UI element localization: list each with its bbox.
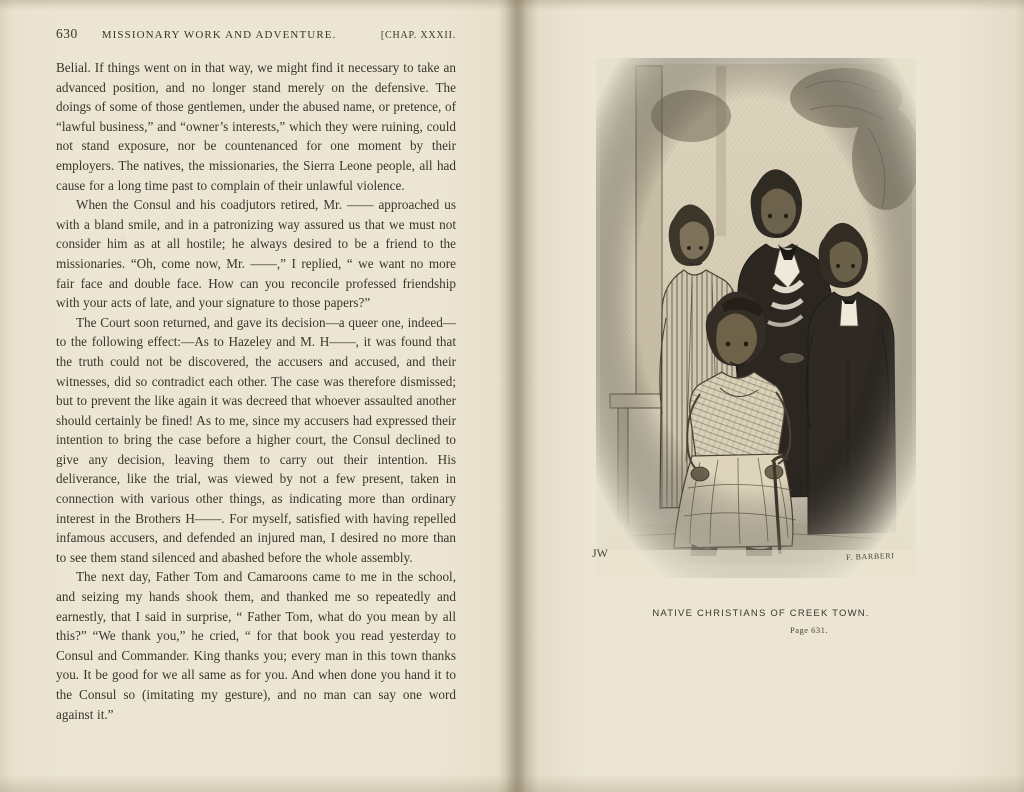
paragraph: The next day, Father Tom and Camaroons came to me in the school, and seizing my hands shook them, and thanked me so repeatedly and earnestly, that I said in surprise, “ Father Tom, what do you mean by all this?” “We thank you,” he cried, “ for that book you read yesterday to Consul and Commander. King thanks you; every man in this town thanks you. It be good for we all same as for you. And when done you hand it to the Consul so (imitating my gesture), and no man can say one word against it.” bbox=[56, 569, 456, 722]
native-christians-engraving-icon bbox=[596, 58, 916, 578]
left-page-text-block bbox=[56, 26, 456, 724]
chapter-marker: [CHAP. XXXII. bbox=[380, 30, 456, 41]
running-head bbox=[56, 26, 456, 42]
running-title: MISSIONARY WORK AND ADVENTURE. bbox=[101, 29, 337, 41]
page-folio: 630 bbox=[56, 26, 78, 41]
artist-signature: F. BARBERI bbox=[845, 551, 895, 562]
paragraph: When the Consul and his coadjutors retired, Mr. —— approached us with a bland smile, and in a patronizing way assured us that we must not consider him as at all hostile; he always desired to be a friend to the missionaries. “Oh, come now, Mr. ——,” I replied, “ we want no more fair face and double face. How can you reconcile professed friendship with your acts of late, and your signature to those papers?” bbox=[56, 197, 456, 311]
plate-page-reference: Page 631. bbox=[790, 625, 829, 635]
paragraph: Belial. If things went on in that way, we might find it necessary to take an advanced position, and no longer stand merely on the defensive. The doings of some of those gentlemen, under the abused name, or pretence, of “lawful business,” and “owner’s interests,” which they were ruining, could not stand exposure, nor be countenanced for one moment by their employers. The natives, the missionaries, the Sierra Leone people, all had cause for a long time past to complain of their unlawful violence. bbox=[56, 60, 456, 193]
engraver-monogram: JW bbox=[592, 546, 608, 560]
paragraph: The Court soon returned, and gave its decision—a queer one, indeed—to the following effect:—As to Hazeley and M. H——, it was found that the truth could not be discovered, the accusers and accused, and their witnesses, did so contradict each other. The case was therefore dismissed; but to prevent the like again it was decreed that whoever assaulted another should certainly be fined! As to me, since my accusers had expressed their intention to bring the case before a higher court, the Consul declined to give any decision, leaving them to carry out their intention. His deliverance, like the trial, was viewed by not a few present, taken in connection with various other things, as indicating more than ordinary interest in the Brothers H——. For myself, satisfied with having repelled infamous accusers, and defended an injured man, I desired no more than to see them stand silenced and abashed before the whole assembly. bbox=[56, 314, 456, 565]
illustration-plate bbox=[596, 58, 916, 578]
plate-caption: NATIVE CHRISTIANS OF CREEK TOWN. bbox=[652, 608, 870, 619]
